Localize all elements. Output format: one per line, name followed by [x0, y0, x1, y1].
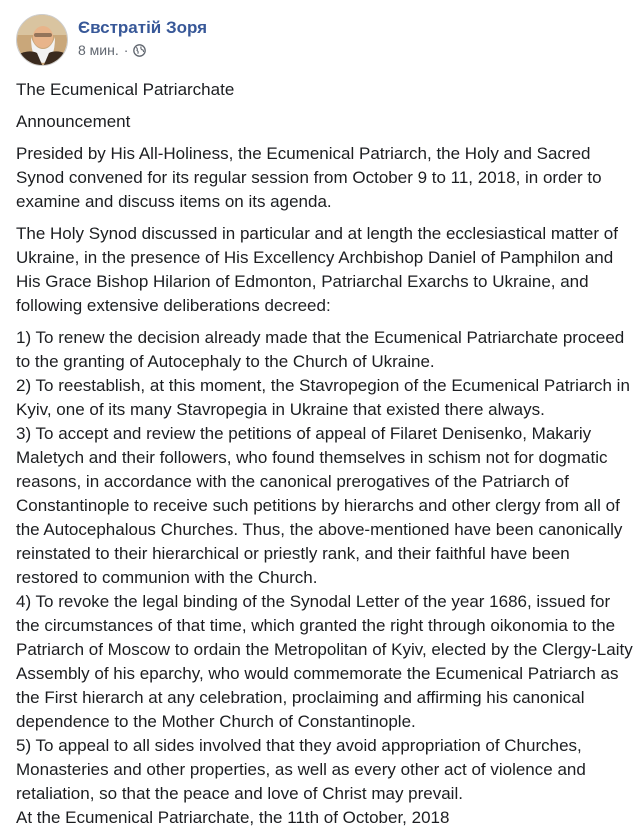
decree-item: 4) To revoke the legal binding of the Synodal Letter of the year 1686, issued for the circumstances of that time, which granted the right through oikonomia to the Patriarch of Moscow to ordain the Metropolitan of Kyiv, elected by the Clergy-Laity Assembly of his eparchy, who would commemorate the Ecumenical Patriarch as the First hierarch at any celebration, proclaiming and affirming his canonical dependence to the Mother Church of Constantinople.	[16, 592, 633, 731]
post-header	[16, 14, 207, 66]
closing-line: At the Ecumenical Patriarchate, the 11th of October, 2018	[16, 808, 450, 827]
decree-item: 1) To renew the decision already made that the Ecumenical Patriarchate proceed to the granting of Autocephaly to the Church of Ukraine.	[16, 328, 625, 371]
decree-item: 3) To accept and review the petitions of appeal of Filaret Denisenko, Makariy Maletych and their followers, who found themselves in schism not for dogmatic reasons, in accordance with the canonical prerogatives of the Patriarch of Constantinople to receive such petitions by hierarchs and other clergy from all of the Autocephalous Churches. Thus, the above-mentioned have been canonically reinstated to their hierarchical or priestly rank, and their faithful have been restored to communion with the Church.	[16, 424, 623, 587]
author-name[interactable]: Євстратій Зоря	[78, 18, 208, 37]
decree-item: 2) To reestablish, at this moment, the Stavropegion of the Ecumenical Patriarch in Kyiv, one of its many Stavropegia in Ukraine that existed there always.	[16, 376, 630, 419]
synod-paragraph: The Holy Synod discussed in particular and at length the ecclesiastical matter of Ukraine, in the presence of His Excellency Archbishop Daniel of Pamphilon and His Grace Bishop Hilarion of Edmonton, Patriarchal Exarchs to Ukraine, and following extensive deliberations decreed:	[16, 224, 618, 315]
post-timestamp[interactable]: 8 мин.	[78, 42, 119, 58]
meta-separator: ·	[123, 42, 129, 58]
avatar[interactable]	[16, 14, 68, 66]
intro-paragraph: Presided by His All-Holiness, the Ecumenical Patriarch, the Holy and Sacred Synod convened for its regular session from October 9 to 11, 2018, in order to examine and discuss items on its agenda.	[16, 144, 602, 211]
announcement-heading: Announcement	[16, 112, 131, 131]
decree-item: 5) To appeal to all sides involved that they avoid appropriation of Churches, Monasteries and other properties, as well as every other act of violence and retaliation, so that the peace and love of Christ may prevail.	[16, 736, 586, 803]
post-title: The Ecumenical Patriarchate	[16, 80, 235, 99]
post-body	[16, 78, 636, 830]
globe-icon[interactable]	[133, 44, 146, 57]
